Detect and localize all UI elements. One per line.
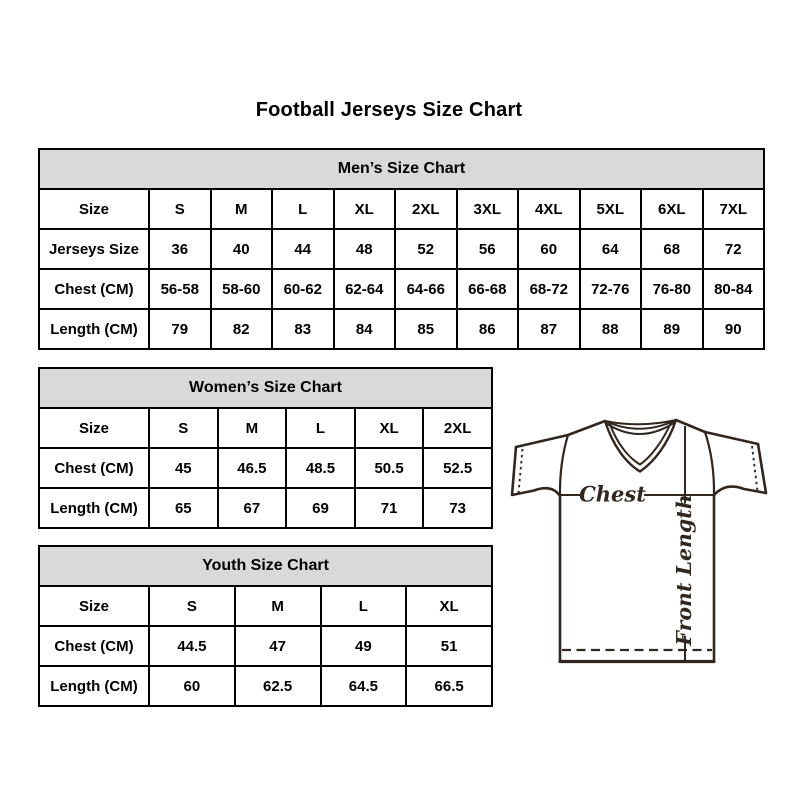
size-value-cell: 64-66 — [395, 269, 457, 309]
youth-size-table — [38, 545, 493, 707]
size-value-cell: 79 — [149, 309, 211, 349]
size-value-cell: 68 — [641, 229, 703, 269]
table-row — [39, 448, 492, 488]
size-value-cell: XL — [406, 586, 492, 626]
chest-label: Chest — [579, 481, 646, 507]
size-value-cell: 46.5 — [218, 448, 287, 488]
size-value-cell: 49 — [321, 626, 407, 666]
size-value-cell: S — [149, 408, 218, 448]
size-value-cell: 52.5 — [423, 448, 492, 488]
size-value-cell: 62.5 — [235, 666, 321, 706]
size-value-cell: XL — [355, 408, 424, 448]
size-value-cell: 62-64 — [334, 269, 396, 309]
table-row — [39, 229, 764, 269]
size-value-cell: 84 — [334, 309, 396, 349]
size-value-cell: 48 — [334, 229, 396, 269]
row-label-cell: Chest (CM) — [39, 448, 149, 488]
size-value-cell: 64 — [580, 229, 642, 269]
size-value-cell: 58-60 — [211, 269, 273, 309]
size-value-cell: 5XL — [580, 189, 642, 229]
jersey-diagram — [505, 415, 770, 665]
size-value-cell: 82 — [211, 309, 273, 349]
size-value-cell: 76-80 — [641, 269, 703, 309]
size-value-cell: M — [235, 586, 321, 626]
size-value-cell: 2XL — [423, 408, 492, 448]
size-value-cell: L — [272, 189, 334, 229]
size-value-cell: 60-62 — [272, 269, 334, 309]
table-title: Women’s Size Chart — [39, 368, 492, 408]
size-value-cell: 64.5 — [321, 666, 407, 706]
front-length-label: Front Length — [672, 494, 696, 646]
row-label-cell: Chest (CM) — [39, 626, 149, 666]
size-value-cell: M — [211, 189, 273, 229]
size-value-cell: 72 — [703, 229, 765, 269]
size-value-cell: 56-58 — [149, 269, 211, 309]
page-title: Football Jerseys Size Chart — [255, 99, 523, 121]
size-value-cell: 60 — [518, 229, 580, 269]
size-value-cell: 3XL — [457, 189, 519, 229]
size-value-cell: L — [286, 408, 355, 448]
collar-icon — [605, 420, 676, 472]
size-value-cell: 47 — [235, 626, 321, 666]
table-row — [39, 269, 764, 309]
table-title: Youth Size Chart — [39, 546, 492, 586]
size-value-cell: S — [149, 586, 235, 626]
size-value-cell: 66.5 — [406, 666, 492, 706]
womens-size-table — [38, 367, 493, 529]
size-value-cell: L — [321, 586, 407, 626]
size-value-cell: 51 — [406, 626, 492, 666]
size-value-cell: 87 — [518, 309, 580, 349]
size-value-cell: 44.5 — [149, 626, 235, 666]
size-value-cell: 6XL — [641, 189, 703, 229]
table-row — [39, 488, 492, 528]
size-value-cell: 7XL — [703, 189, 765, 229]
table-row — [39, 408, 492, 448]
mens-size-table — [38, 148, 765, 350]
size-value-cell: 86 — [457, 309, 519, 349]
row-label-cell: Size — [39, 408, 149, 448]
row-label-cell: Length (CM) — [39, 309, 149, 349]
row-label-cell: Length (CM) — [39, 488, 149, 528]
table-row — [39, 309, 764, 349]
table-title-row — [39, 546, 492, 586]
size-value-cell: M — [218, 408, 287, 448]
size-value-cell: 73 — [423, 488, 492, 528]
size-value-cell: 45 — [149, 448, 218, 488]
row-label-cell: Jerseys Size — [39, 229, 149, 269]
size-value-cell: 50.5 — [355, 448, 424, 488]
row-label-cell: Size — [39, 586, 149, 626]
size-value-cell: 66-68 — [457, 269, 519, 309]
row-label-cell: Length (CM) — [39, 666, 149, 706]
table-title-row — [39, 368, 492, 408]
size-value-cell: 71 — [355, 488, 424, 528]
row-label-cell: Size — [39, 189, 149, 229]
size-value-cell: 40 — [211, 229, 273, 269]
size-value-cell: 65 — [149, 488, 218, 528]
table-title-row — [39, 149, 764, 189]
table-row — [39, 189, 764, 229]
row-label-cell: Chest (CM) — [39, 269, 149, 309]
size-value-cell: 89 — [641, 309, 703, 349]
size-value-cell: 4XL — [518, 189, 580, 229]
table-row — [39, 666, 492, 706]
size-value-cell: 85 — [395, 309, 457, 349]
size-value-cell: 72-76 — [580, 269, 642, 309]
size-value-cell: 52 — [395, 229, 457, 269]
jersey-outline-icon — [512, 420, 766, 662]
size-value-cell: 44 — [272, 229, 334, 269]
size-value-cell: 80-84 — [703, 269, 765, 309]
size-value-cell: XL — [334, 189, 396, 229]
table-row — [39, 586, 492, 626]
size-value-cell: 88 — [580, 309, 642, 349]
size-value-cell: 67 — [218, 488, 287, 528]
size-value-cell: 60 — [149, 666, 235, 706]
table-title: Men’s Size Chart — [39, 149, 764, 189]
size-value-cell: 48.5 — [286, 448, 355, 488]
size-value-cell: 56 — [457, 229, 519, 269]
size-value-cell: 68-72 — [518, 269, 580, 309]
size-value-cell: 36 — [149, 229, 211, 269]
size-value-cell: 90 — [703, 309, 765, 349]
table-row — [39, 626, 492, 666]
size-value-cell: 2XL — [395, 189, 457, 229]
size-value-cell: 83 — [272, 309, 334, 349]
size-value-cell: S — [149, 189, 211, 229]
size-value-cell: 69 — [286, 488, 355, 528]
